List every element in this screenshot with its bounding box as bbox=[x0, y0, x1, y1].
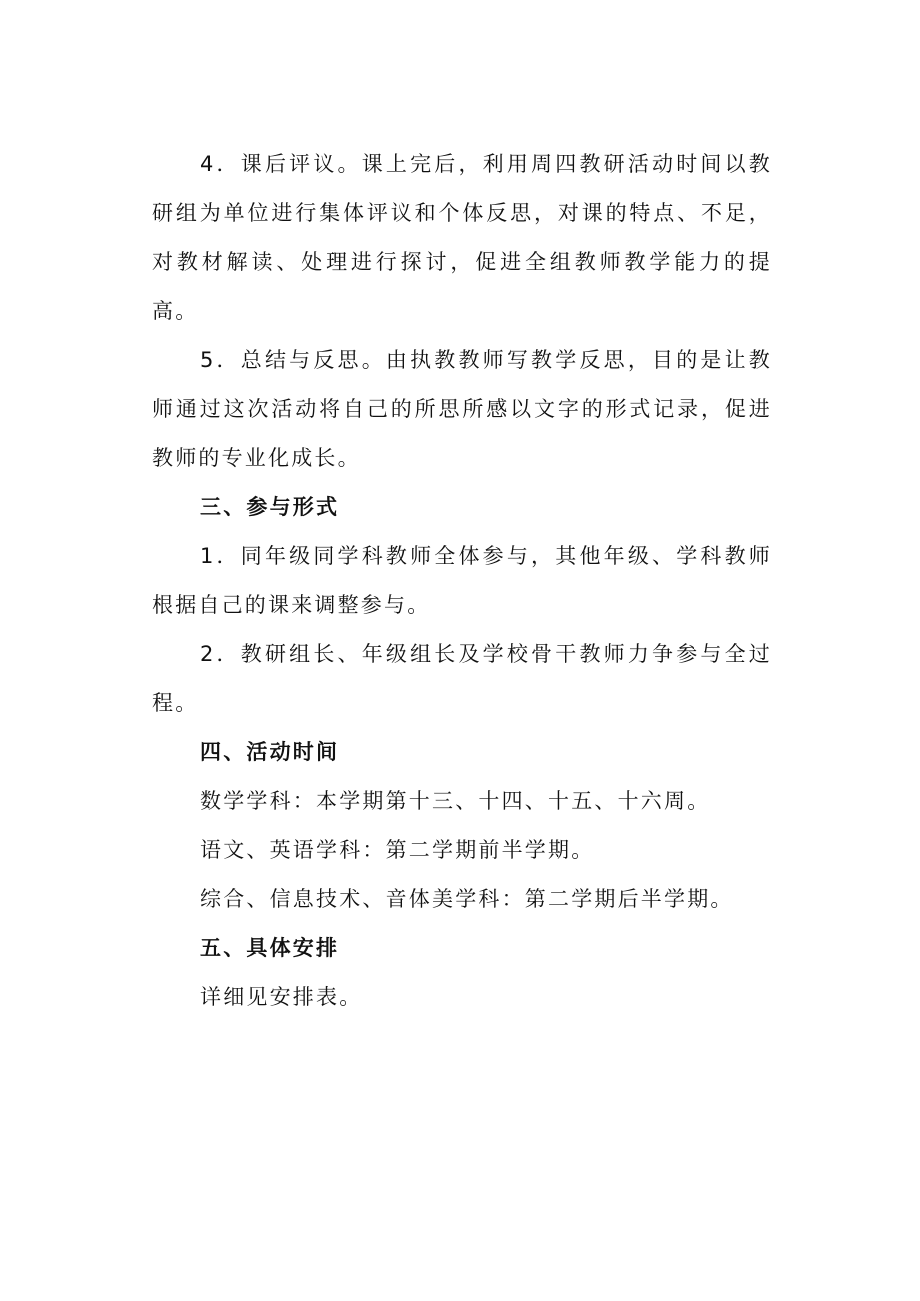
participation-item-1: 1．同年级同学科教师全体参与，其他年级、学科教师根据自己的课来调整参与。 bbox=[152, 544, 772, 617]
document-page bbox=[152, 140, 772, 1022]
paragraph-summary-reflection: 5．总结与反思。由执教教师写教学反思，目的是让教师通过这次活动将自己的所思所感以文字的形式记录，促进教师的专业化成长。 bbox=[152, 348, 772, 470]
section-heading-activity-time: 四、活动时间 bbox=[200, 740, 340, 764]
participation-item-2: 2．教研组长、年级组长及学校骨干教师力争参与全过程。 bbox=[152, 642, 772, 715]
activity-time-other-subjects: 综合、信息技术、音体美学科：第二学期后半学期。 bbox=[200, 887, 734, 911]
section-heading-participation: 三、参与形式 bbox=[200, 495, 340, 519]
section-heading-arrangement: 五、具体安排 bbox=[200, 936, 340, 960]
activity-time-math: 数学学科：本学期第十三、十四、十五、十六周。 bbox=[200, 789, 711, 813]
arrangement-detail: 详细见安排表。 bbox=[200, 985, 363, 1009]
paragraph-course-review: 4．课后评议。课上完后，利用周四教研活动时间以教研组为单位进行集体评议和个体反思，对课的特点、不足，对教材解读、处理进行探讨，促进全组教师教学能力的提高。 bbox=[152, 152, 772, 323]
activity-time-chinese-english: 语文、英语学科：第二学期前半学期。 bbox=[200, 838, 595, 862]
